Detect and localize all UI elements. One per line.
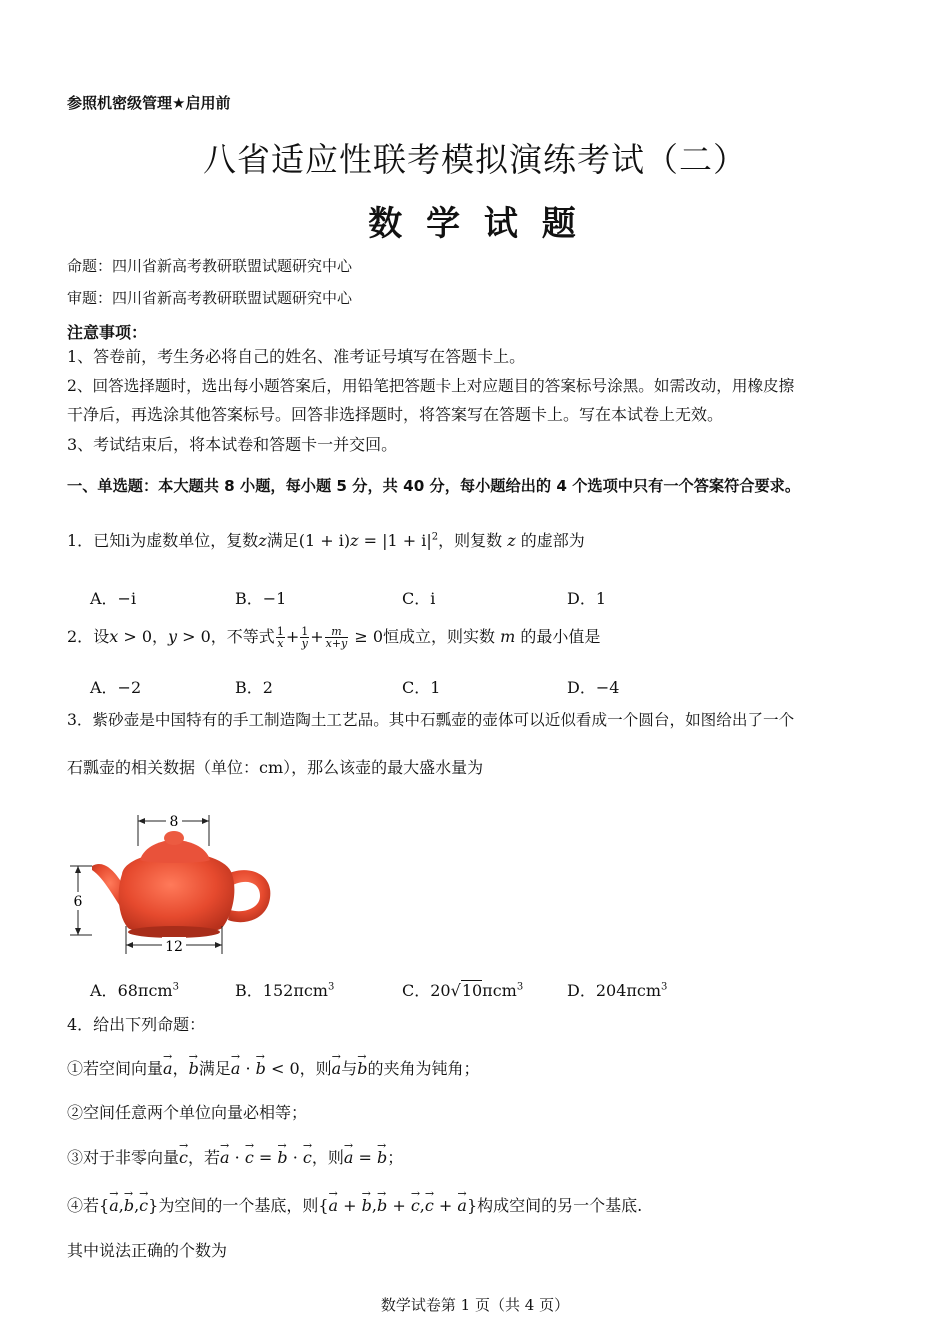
dim-top-arrow-left [138,818,145,824]
author-line: 命题：四川省新高考教研联盟试题研究中心 [67,257,353,275]
notice-title: 注意事项： [67,323,148,342]
question-2-option-b: B．2 [235,678,273,697]
notice-item-3: 3、考试结束后，将本试卷和答题卡一并交回。 [67,435,398,454]
exam-title: 八省适应性联考模拟演练考试（二） [203,140,747,179]
dim-left-arrow-top [75,866,81,873]
question-3-line-2: 石瓢壶的相关数据（单位：cm），那么该壶的最大盛水量为 [67,758,484,777]
dim-left-arrow-bottom [75,928,81,935]
notice-item-1: 1、答卷前，考生务必将自己的姓名、准考证号填写在答题卡上。 [67,347,526,366]
dim-left-label: 6 [73,894,83,910]
question-2-option-c: C．1 [402,678,441,697]
question-3-option-d: D．204πcm$^3$ [567,981,668,1000]
subject-title: 数 学 试 题 [368,204,582,244]
teapot-base [128,926,220,938]
question-1-option-a: A．−i [90,589,137,608]
question-1-option-c: C．i [402,589,436,608]
notice-item-2-line-1: 2、回答选择题时，选出每小题答案后，用铅笔把答题卡上对应题目的答案标号涂黑。如需改动，用橡皮擦 [67,377,795,395]
question-3-line-1: 3．紫砂壶是中国特有的手工制造陶土工艺品。其中石瓢壶的壶体可以近似看成一个圆台，如图给出了一个 [67,711,795,729]
question-1-option-d: D．1 [567,589,607,608]
question-4-stem: 4．给出下列命题： [67,1015,206,1034]
dim-top-label: 8 [169,814,179,830]
question-4-proposition-3: ③对于非零向量→ c，若→ a · → c = → b · → c，则→ a = → b； [67,1147,403,1169]
fraction-1-over-y: $\frac{1}{y}$ [301,625,309,650]
question-3-option-c: C．20√10πcm$^3$ [402,981,524,1000]
question-1-option-b: B．−1 [235,589,287,608]
teapot-body [119,852,235,934]
question-4-conclusion: 其中说法正确的个数为 [67,1241,228,1260]
question-1-stem: 1．已知i为虚数单位，复数z满足$(1 + i)z = |1 + i|^2$，则复数 z 的虚部为 [67,531,585,550]
page-footer: 数学试卷第 1 页（共 4 页） [380,1296,570,1314]
dim-top-arrow-right [202,818,209,824]
reviewer-line: 审题：四川省新高考教研联盟试题研究中心 [67,289,353,307]
teapot-figure [62,808,282,958]
question-4-proposition-4: ④若{→ a,→ b,→ c}为空间的一个基底，则{→ a + → b,→ b + → c,→ c + → a}构成空间的另一个基底. [67,1195,642,1217]
fraction-m-over-x-plus-y: $\frac{m}{x+y}$ [325,625,348,650]
question-4-proposition-1: ①若空间向量→ a，→ b满足→ a · → b < 0，则→ a与→ b的夹角为钝角； [67,1058,480,1080]
fraction-1-over-x: $\frac{1}{x}$ [276,625,284,650]
question-2-option-a: A．−2 [90,678,142,697]
question-2-stem: 2．设x > 0，y > 0，不等式 $\frac{1}{x}$ + $\frac{1}{y}$ + $\frac{m}{x+y}$ ≥ 0恒成立，则实数 m 的最小值是 [67,625,601,650]
question-3-option-a: A．68πcm$^3$ [90,981,179,1000]
section-1-heading: 一、单选题：本大题共 8 小题，每小题 5 分，共 40 分，每小题给出的 4 个选项中只有一个答案符合要求。 [67,477,801,495]
question-2-option-d: D．−4 [567,678,620,697]
notice-item-2-line-2: 干净后，再选涂其他答案标号。回答非选择题时，将答案写在答题卡上。写在本试卷上无效。 [67,405,724,424]
dim-bottom-arrow-left [126,942,133,948]
question-3-option-b: B．152πcm$^3$ [235,981,335,1000]
dim-bottom-arrow-right [215,942,222,948]
question-4-proposition-2: ②空间任意两个单位向量必相等； [67,1103,308,1122]
dim-bottom-label: 12 [165,939,183,955]
classification-label: 参照机密级管理★启用前 [67,94,231,112]
teapot-knob [164,831,184,845]
